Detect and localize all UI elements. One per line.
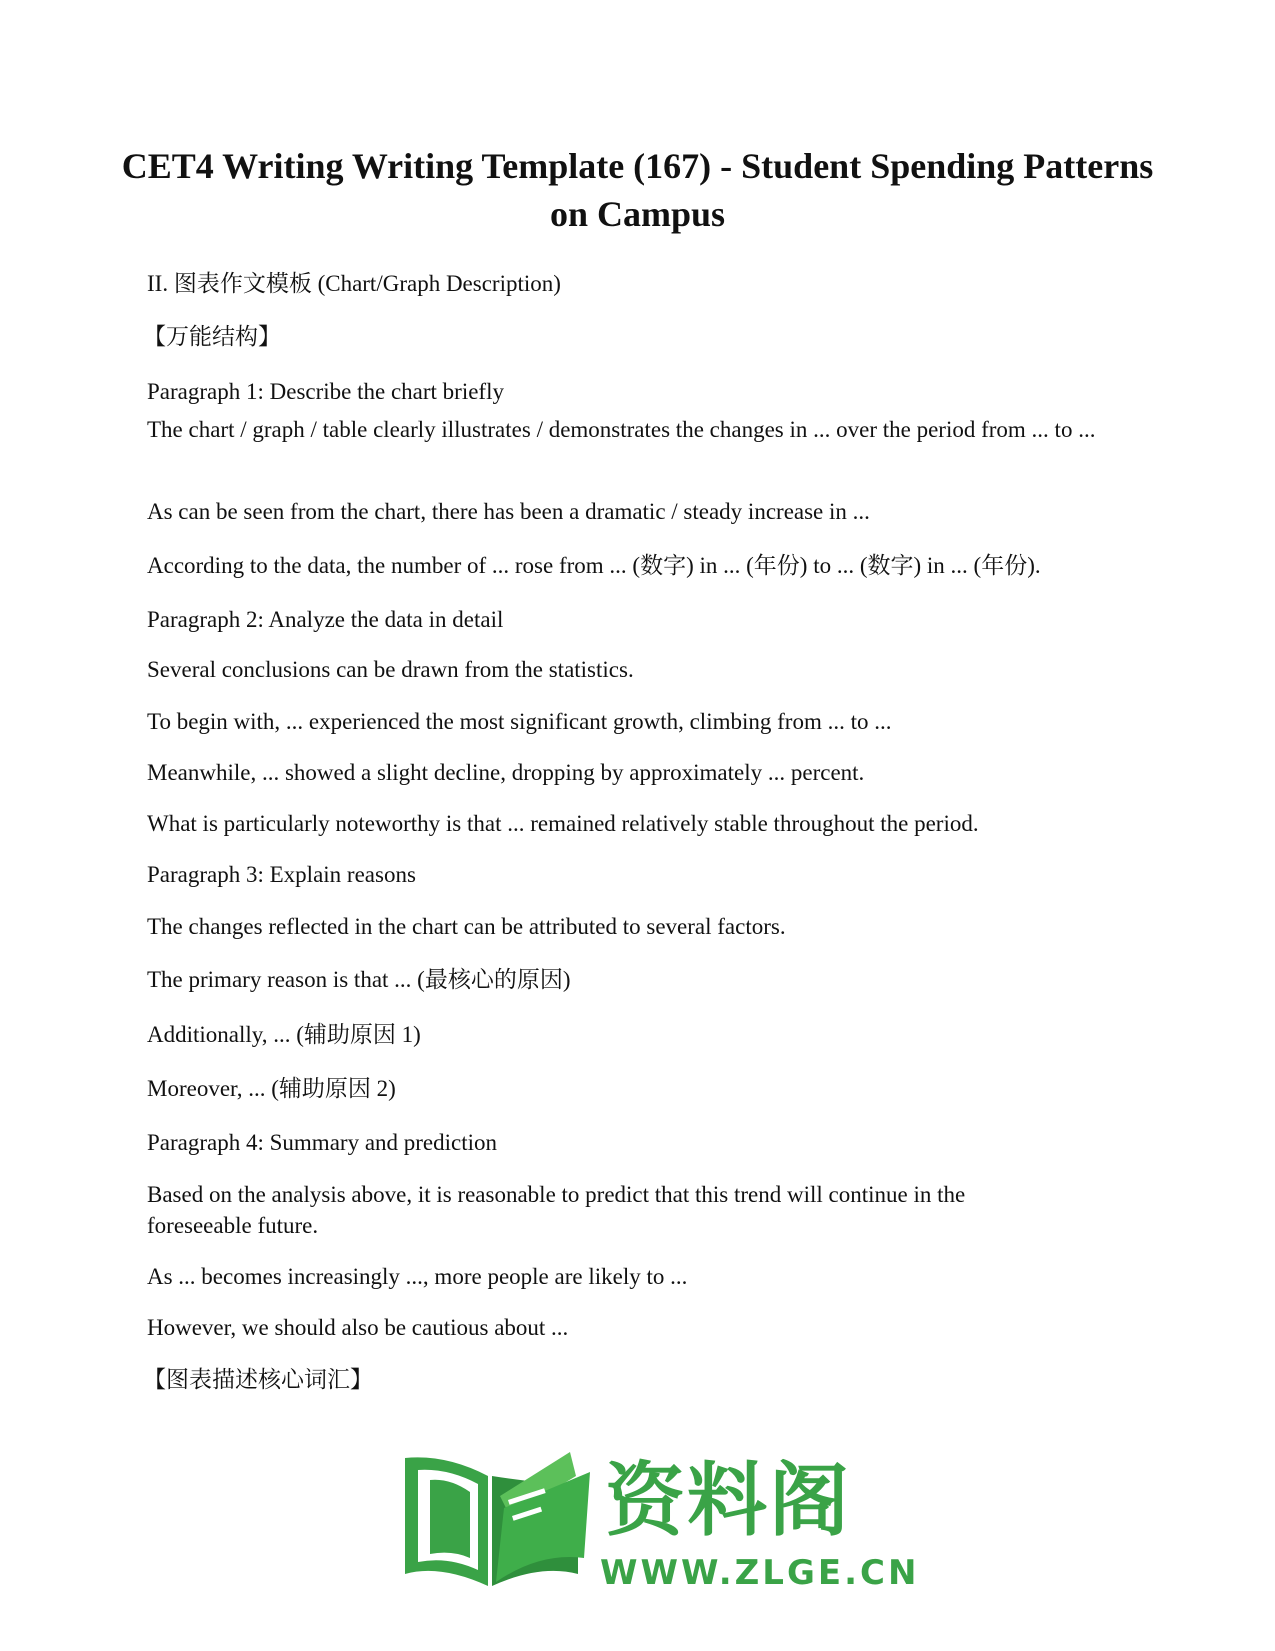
paragraph-heading: Paragraph 4: Summary and prediction xyxy=(147,1130,498,1155)
body-text: Several conclusions can be drawn from the statistics. xyxy=(147,657,634,682)
body-text: The primary reason is that ... (最核心的原因) xyxy=(147,967,571,992)
body-text: According to the data, the number of ... rose from ... (数字) in ... (年份) to ... (数字) in ... (年份). xyxy=(147,553,1041,578)
watermark-url: WWW.ZLGE.CN xyxy=(600,1553,920,1593)
body-text: To begin with, ... experienced the most significant growth, climbing from ... to ... xyxy=(147,709,892,734)
document-title: CET4 Writing Writing Template (167) - Student Spending Patterns on Campus xyxy=(121,146,1154,234)
body-text: What is particularly noteworthy is that ... remained relatively stable throughout the period. xyxy=(147,811,979,836)
paragraph-heading: Paragraph 1: Describe the chart briefly xyxy=(147,379,504,404)
paragraph-heading: Paragraph 2: Analyze the data in detail xyxy=(147,607,504,632)
body-text: However, we should also be cautious about ... xyxy=(147,1315,569,1340)
subheading-structure: 【万能结构】 xyxy=(143,324,281,349)
section-heading: II. 图表作文模板 (Chart/Graph Description) xyxy=(147,271,561,296)
watermark-name: 资料阁 xyxy=(605,1454,851,1547)
body-text: As can be seen from the chart, there has been a dramatic / steady increase in ... xyxy=(147,499,870,524)
open-book-icon xyxy=(400,1446,600,1596)
body-text: Based on the analysis above, it is reasonable to predict that this trend will continue in the foreseeable future. xyxy=(147,1182,966,1238)
body-text: Moreover, ... (辅助原因 2) xyxy=(147,1076,396,1101)
subheading-vocabulary: 【图表描述核心词汇】 xyxy=(143,1367,373,1392)
paragraph-heading: Paragraph 3: Explain reasons xyxy=(147,862,416,887)
body-text: The chart / graph / table clearly illustrates / demonstrates the changes in ... over the period from ... to ... xyxy=(147,417,1096,442)
body-text: Additionally, ... (辅助原因 1) xyxy=(147,1022,421,1047)
body-text: As ... becomes increasingly ..., more people are likely to ... xyxy=(147,1264,688,1289)
site-watermark xyxy=(400,1446,920,1646)
body-text: Meanwhile, ... showed a slight decline, dropping by approximately ... percent. xyxy=(147,760,865,785)
body-text: The changes reflected in the chart can be attributed to several factors. xyxy=(147,914,786,939)
